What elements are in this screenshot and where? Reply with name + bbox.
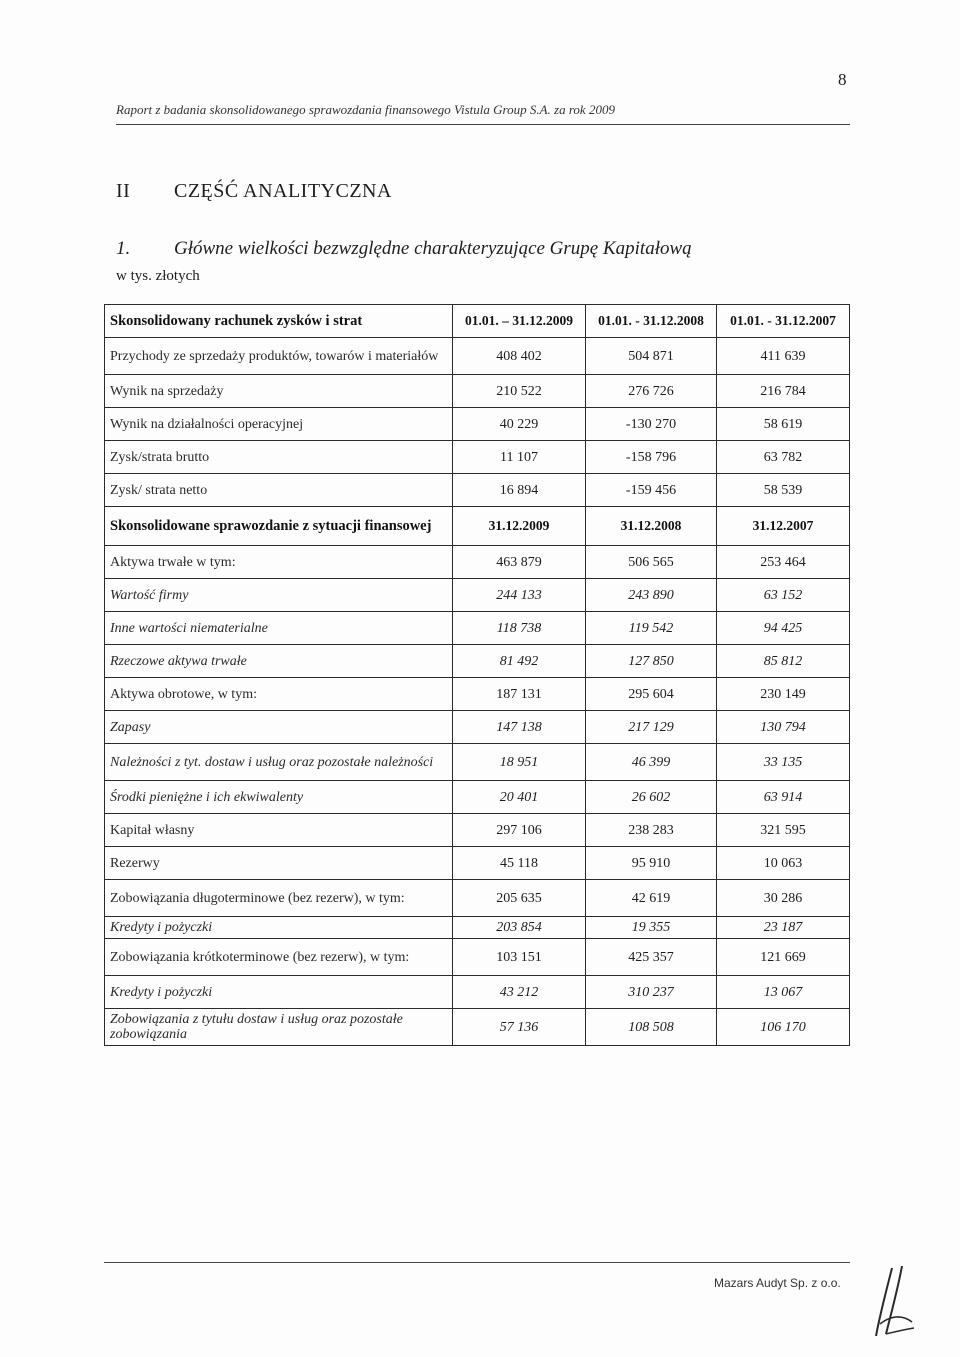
value-cell: 108 508 [586,1009,717,1046]
row-label: Należności z tyt. dostaw i usług oraz pozostałe należności [105,744,453,781]
table-row [105,612,850,645]
signature-mark [872,1262,920,1342]
value-cell: 217 129 [586,711,717,744]
value-cell: 425 357 [586,939,717,976]
value-cell: 506 565 [586,546,717,579]
value-cell: 16 894 [453,474,586,507]
value-cell: 94 425 [717,612,850,645]
value-cell: 238 283 [586,814,717,847]
table-row [105,546,850,579]
value-cell: 411 639 [717,338,850,375]
period-header: 31.12.2007 [717,507,850,546]
table-row [105,579,850,612]
value-cell: 187 131 [453,678,586,711]
row-label: Rezerwy [105,847,453,880]
balance-sheet-header [105,507,850,546]
value-cell: 30 286 [717,880,850,917]
row-label: Aktywa trwałe w tym: [105,546,453,579]
value-cell: 26 602 [586,781,717,814]
value-cell: 216 784 [717,375,850,408]
value-cell: 63 152 [717,579,850,612]
value-cell: 95 910 [586,847,717,880]
value-cell: 46 399 [586,744,717,781]
section-heading [116,180,392,203]
income-statement-title: Skonsolidowany rachunek zysków i strat [105,305,453,338]
value-cell: 463 879 [453,546,586,579]
value-cell: 81 492 [453,645,586,678]
value-cell: 230 149 [717,678,850,711]
value-cell: 40 229 [453,408,586,441]
value-cell: 45 118 [453,847,586,880]
value-cell: 205 635 [453,880,586,917]
value-cell: 33 135 [717,744,850,781]
row-label: Zysk/ strata netto [105,474,453,507]
row-label: Zobowiązania krótkoterminowe (bez rezerw), w tym: [105,939,453,976]
value-cell: 295 604 [586,678,717,711]
footer-divider [104,1262,850,1263]
value-cell: 63 914 [717,781,850,814]
table-row [105,880,850,917]
value-cell: 321 595 [717,814,850,847]
value-cell: 147 138 [453,711,586,744]
table-row [105,976,850,1009]
table-row [105,375,850,408]
value-cell: 210 522 [453,375,586,408]
running-header: Raport z badania skonsolidowanego sprawozdania finansowego Vistula Group S.A. za rok 2009 [116,102,850,125]
table-row [105,338,850,375]
table-row [105,441,850,474]
value-cell: 310 237 [586,976,717,1009]
balance-sheet-title: Skonsolidowane sprawozdanie z sytuacji finansowej [105,507,453,546]
table-row [105,781,850,814]
value-cell: 10 063 [717,847,850,880]
table-row [105,678,850,711]
financial-table [104,304,850,1046]
value-cell: 43 212 [453,976,586,1009]
row-label: Kredyty i pożyczki [105,917,453,939]
value-cell: 504 871 [586,338,717,375]
table-row [105,939,850,976]
table-row [105,814,850,847]
period-header: 31.12.2009 [453,507,586,546]
value-cell: 244 133 [453,579,586,612]
value-cell: 19 355 [586,917,717,939]
page-number: 8 [838,70,847,89]
value-cell: 253 464 [717,546,850,579]
value-cell: 85 812 [717,645,850,678]
value-cell: 13 067 [717,976,850,1009]
row-label: Zapasy [105,711,453,744]
row-label: Zobowiązania z tytułu dostaw i usług oraz pozostałe zobowiązania [105,1009,453,1046]
section-number: II [116,180,131,202]
value-cell: 106 170 [717,1009,850,1046]
row-label: Środki pieniężne i ich ekwiwalenty [105,781,453,814]
value-cell: 63 782 [717,441,850,474]
value-cell: 119 542 [586,612,717,645]
value-cell: 121 669 [717,939,850,976]
row-label: Zobowiązania długoterminowe (bez rezerw), w tym: [105,880,453,917]
subsection-heading [116,238,692,260]
value-cell: 118 738 [453,612,586,645]
table-row [105,474,850,507]
period-header: 31.12.2008 [586,507,717,546]
value-cell: -159 456 [586,474,717,507]
row-label: Rzeczowe aktywa trwałe [105,645,453,678]
section-title: CZĘŚĆ ANALITYCZNA [174,180,392,202]
value-cell: -130 270 [586,408,717,441]
value-cell: 297 106 [453,814,586,847]
row-label: Zysk/strata brutto [105,441,453,474]
units-note: w tys. złotych [116,268,200,284]
table-row [105,408,850,441]
table-row [105,744,850,781]
value-cell: 57 136 [453,1009,586,1046]
value-cell: 42 619 [586,880,717,917]
period-header: 01.01. – 31.12.2009 [453,305,586,338]
subsection-number: 1. [116,238,131,259]
table-row [105,645,850,678]
row-label: Przychody ze sprzedaży produktów, towarów i materiałów [105,338,453,375]
period-header: 01.01. - 31.12.2007 [717,305,850,338]
row-label: Wynik na sprzedaży [105,375,453,408]
row-label: Inne wartości niematerialne [105,612,453,645]
table-row [105,711,850,744]
row-label: Kredyty i pożyczki [105,976,453,1009]
table-row [105,917,850,939]
table-row [105,847,850,880]
row-label: Aktywa obrotowe, w tym: [105,678,453,711]
value-cell: 276 726 [586,375,717,408]
value-cell: 23 187 [717,917,850,939]
value-cell: 58 619 [717,408,850,441]
value-cell: 11 107 [453,441,586,474]
value-cell: 243 890 [586,579,717,612]
table-row [105,1009,850,1046]
value-cell: 127 850 [586,645,717,678]
row-label: Wartość firmy [105,579,453,612]
row-label: Kapitał własny [105,814,453,847]
footer-company: Mazars Audyt Sp. z o.o. [714,1276,841,1290]
row-label: Wynik na działalności operacyjnej [105,408,453,441]
income-statement-header [105,305,850,338]
value-cell: -158 796 [586,441,717,474]
value-cell: 18 951 [453,744,586,781]
period-header: 01.01. - 31.12.2008 [586,305,717,338]
value-cell: 20 401 [453,781,586,814]
subsection-title: Główne wielkości bezwzględne charakteryzujące Grupę Kapitałową [174,238,692,259]
value-cell: 408 402 [453,338,586,375]
value-cell: 58 539 [717,474,850,507]
value-cell: 203 854 [453,917,586,939]
value-cell: 103 151 [453,939,586,976]
value-cell: 130 794 [717,711,850,744]
